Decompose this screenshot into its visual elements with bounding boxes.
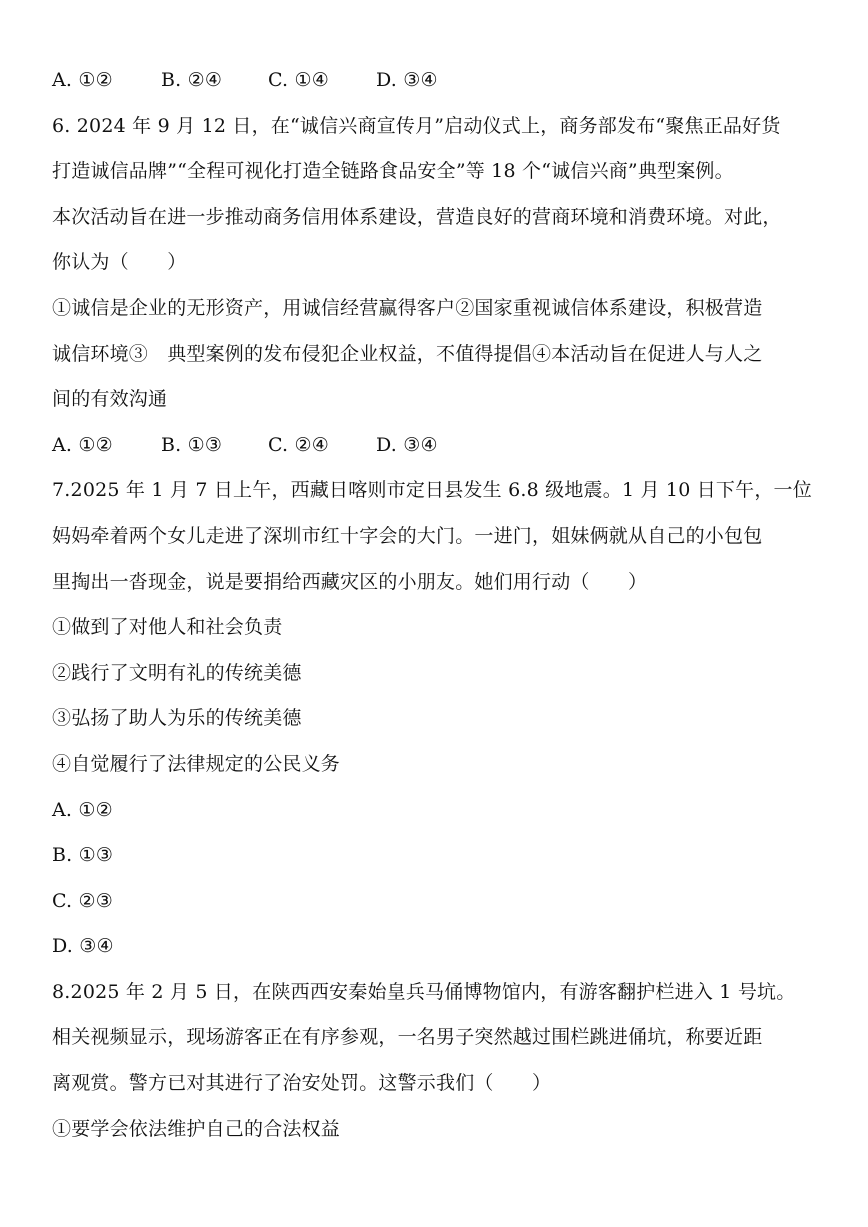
q5-option-d[interactable]: D. ③④ — [376, 69, 438, 91]
exam-page — [52, 58, 822, 1152]
q6-option-b[interactable]: B. ①③ — [161, 433, 223, 456]
q6-stem-line: 本次活动旨在进一步推动商务信用体系建设，营造良好的营商环境和消费环境。对此， — [52, 205, 782, 228]
q6-option-d[interactable]: D. ③④ — [376, 433, 438, 456]
q6-statement-line: 间的有效沟通 — [52, 388, 168, 411]
q5-option-a[interactable]: A. ①② — [52, 69, 113, 91]
question-7 — [52, 468, 822, 970]
q6-statement-line: ①诚信是企业的无形资产，用诚信经营赢得客户②国家重视诚信体系建设，积极营造 — [52, 296, 763, 319]
q6-option-a[interactable]: A. ①② — [52, 433, 113, 456]
q7-option-d[interactable]: D. ③④ — [52, 935, 114, 958]
q6-option-c[interactable]: C. ②④ — [268, 433, 330, 456]
question-6 — [52, 104, 822, 469]
q8-stem-line: 8.2025 年 2 月 5 日，在陕西西安秦始皇兵马俑博物馆内，有游客翻护栏进入 1 号坑。 — [52, 980, 796, 1003]
q8-statement-1: ①要学会依法维护自己的合法权益 — [52, 1117, 341, 1140]
q5-option-b[interactable]: B. ②④ — [161, 69, 223, 91]
q6-stem-line: 6. 2024 年 9 月 12 日，在“诚信兴商宣传月”启动仪式上，商务部发布“聚焦正品好货 — [52, 114, 781, 137]
q7-stem-line: 里掏出一沓现金，说是要捐给西藏灾区的小朋友。她们用行动（ ） — [52, 570, 648, 593]
q6-statement-line: 诚信环境③ 典型案例的发布侵犯企业权益，不值得提倡④本活动旨在促进人与人之 — [52, 342, 763, 365]
q7-option-a[interactable]: A. ①② — [52, 798, 113, 821]
q7-stem-line: 7.2025 年 1 月 7 日上午，西藏日喀则市定日县发生 6.8 级地震。1 月 10 日下午，一位 — [52, 479, 812, 502]
q7-option-b[interactable]: B. ①③ — [52, 844, 114, 867]
q8-stem-line: 离观赏。警方已对其进行了治安处罚。这警示我们（ ） — [52, 1072, 552, 1095]
question-8 — [52, 970, 822, 1152]
q7-statement-3: ③弘扬了助人为乐的传统美德 — [52, 707, 302, 730]
q8-stem-line: 相关视频显示，现场游客正在有序参观，一名男子突然越过围栏跳进俑坑，称要近距 — [52, 1026, 763, 1049]
q7-statement-1: ①做到了对他人和社会负责 — [52, 616, 283, 639]
q7-statement-2: ②践行了文明有礼的传统美德 — [52, 661, 302, 684]
q7-option-c[interactable]: C. ②③ — [52, 889, 114, 912]
q5-option-c[interactable]: C. ①④ — [268, 69, 330, 91]
q6-options — [52, 423, 822, 469]
q6-stem-line: 你认为（ ） — [52, 251, 187, 274]
q5-options — [52, 58, 822, 104]
q7-stem-line: 妈妈牵着两个女儿走进了深圳市红十字会的大门。一进门，姐妹俩就从自己的小包包 — [52, 524, 763, 547]
q7-statement-4: ④自觉履行了法律规定的公民义务 — [52, 752, 341, 775]
q6-stem-line: 打造诚信品牌”“全程可视化打造全链路食品安全”等 18 个“诚信兴商”典型案例。 — [52, 160, 734, 183]
